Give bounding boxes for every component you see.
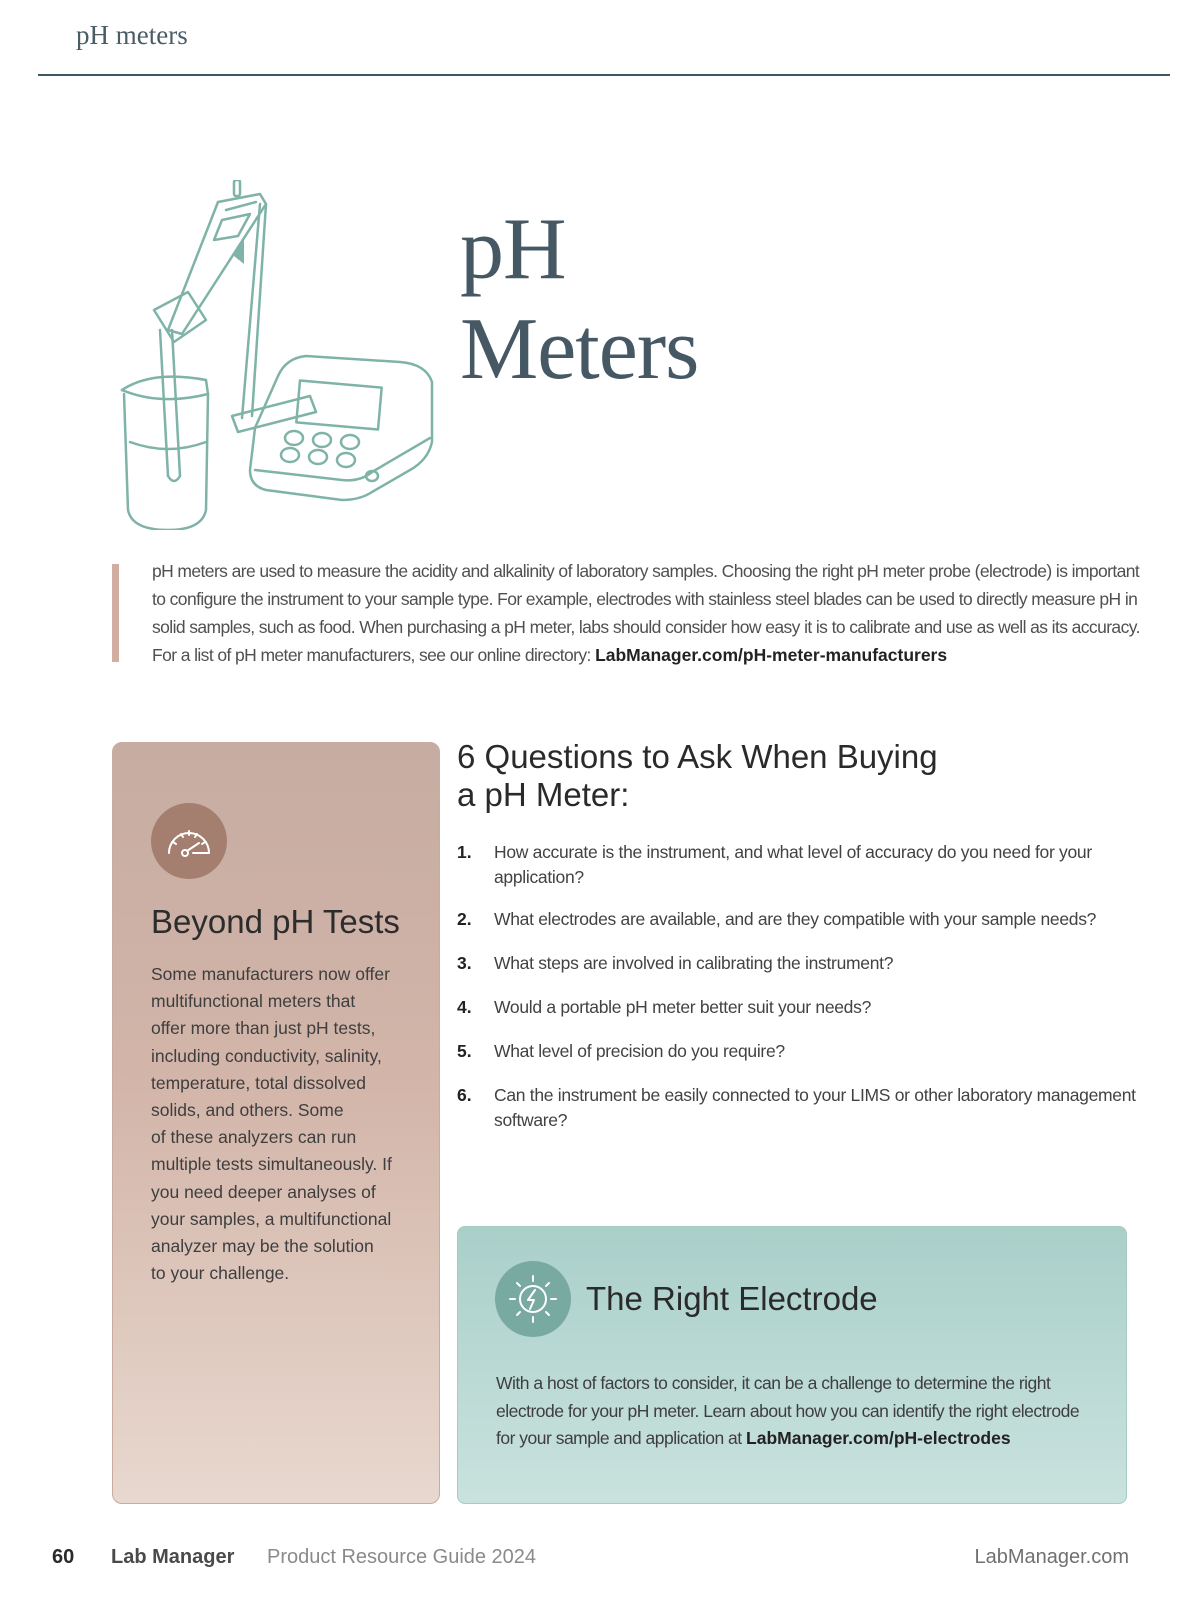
electrode-line: electrode for your pH meter. Learn about how you can identify the right electrode	[496, 1400, 1080, 1421]
lightning-bolt-icon	[495, 1261, 571, 1337]
intro-text: pH meters are used to measure the acidity and alkalinity of laboratory samples. Choosing the right pH meter probe (electrode) is important to configure the instrument to your sample type. For example, electrodes with stainless steel blades can be used to directly measure pH in solid samples, such as food. When purchasing a pH meter, labs should consider how easy it is to calibrate and use as well as its accuracy. For a list of pH meter manufacturers, see our online directory:	[152, 561, 1140, 665]
intro-directory-link[interactable]: LabManager.com/pH-meter-manufacturers	[595, 645, 948, 665]
electrode-body	[496, 1370, 1096, 1453]
question-text: What steps are involved in calibrating the instrument?	[494, 953, 894, 973]
question-text: What level of precision do you require?	[494, 1041, 785, 1061]
electrode-link[interactable]: LabManager.com/pH-electrodes	[746, 1428, 1011, 1448]
question-item	[457, 1039, 1137, 1064]
questions-title-line-1: 6 Questions to Ask When Buying	[457, 738, 938, 775]
questions-title	[457, 738, 938, 814]
speedometer-icon	[151, 803, 227, 879]
beyond-line: multiple tests simultaneously. If	[151, 1154, 392, 1175]
question-item	[457, 907, 1137, 932]
beyond-line: offer more than just pH tests,	[151, 1018, 376, 1039]
footer-website-link[interactable]: LabManager.com	[974, 1546, 1129, 1568]
questions-title-line-2: a pH Meter:	[457, 776, 630, 813]
beyond-body	[151, 961, 406, 1287]
footer-brand-logo: Lab Manager	[111, 1546, 235, 1568]
question-item	[457, 951, 1137, 976]
electrode-title: The Right Electrode	[586, 1280, 878, 1317]
header-rule	[38, 74, 1170, 76]
page-header-section: pH meters	[76, 20, 188, 50]
electrode-line	[496, 1425, 1096, 1453]
question-text: Would a portable pH meter better suit your needs?	[494, 997, 871, 1017]
beyond-line: temperature, total dissolved	[151, 1072, 366, 1093]
question-item	[457, 1083, 1137, 1133]
intro-accent-bar	[112, 564, 119, 662]
beyond-line: you need deeper analyses of	[151, 1181, 376, 1202]
beyond-line: multifunctional meters that	[151, 991, 356, 1012]
footer-guide-title: Product Resource Guide 2024	[267, 1546, 537, 1568]
question-number: 3.	[457, 953, 472, 973]
question-item	[457, 840, 1137, 890]
electrode-line: With a host of factors to consider, it can be a challenge to determine the right	[496, 1373, 1051, 1393]
beyond-ph-tests-box	[112, 742, 440, 1504]
main-title-line-1: pH	[460, 201, 566, 298]
main-title	[460, 200, 698, 400]
footer-page-number: 60	[52, 1546, 75, 1568]
question-text: What electrodes are available, and are they compatible with your sample needs?	[494, 909, 1097, 929]
question-text: Can the instrument be easily connected to your LIMS or other laboratory management software?	[494, 1085, 1136, 1130]
beyond-line: your samples, a multifunctional	[151, 1208, 392, 1229]
right-electrode-box	[457, 1226, 1127, 1504]
electrode-line-text: for your sample and application at	[496, 1428, 747, 1448]
main-title-line-2: Meters	[460, 301, 699, 398]
beyond-line: solids, and others. Some	[151, 1100, 344, 1121]
question-text: How accurate is the instrument, and what level of accuracy do you need for your application?	[494, 842, 1092, 887]
question-item	[457, 995, 1137, 1020]
questions-list	[457, 840, 1137, 1133]
question-number: 2.	[457, 909, 472, 929]
ph-meter-illustration	[110, 180, 455, 530]
question-number: 4.	[457, 997, 472, 1017]
beyond-line: Some manufacturers now offer	[151, 964, 390, 984]
beyond-line: analyzer may be the solution	[151, 1236, 374, 1257]
question-number: 1.	[457, 842, 472, 862]
question-number: 6.	[457, 1085, 472, 1105]
intro-paragraph	[152, 557, 1140, 669]
beyond-line: including conductivity, salinity,	[151, 1045, 382, 1066]
beyond-line: to your challenge.	[151, 1263, 290, 1284]
question-number: 5.	[457, 1041, 472, 1061]
beyond-line: of these analyzers can run	[151, 1127, 357, 1148]
beyond-title: Beyond pH Tests	[151, 903, 400, 940]
